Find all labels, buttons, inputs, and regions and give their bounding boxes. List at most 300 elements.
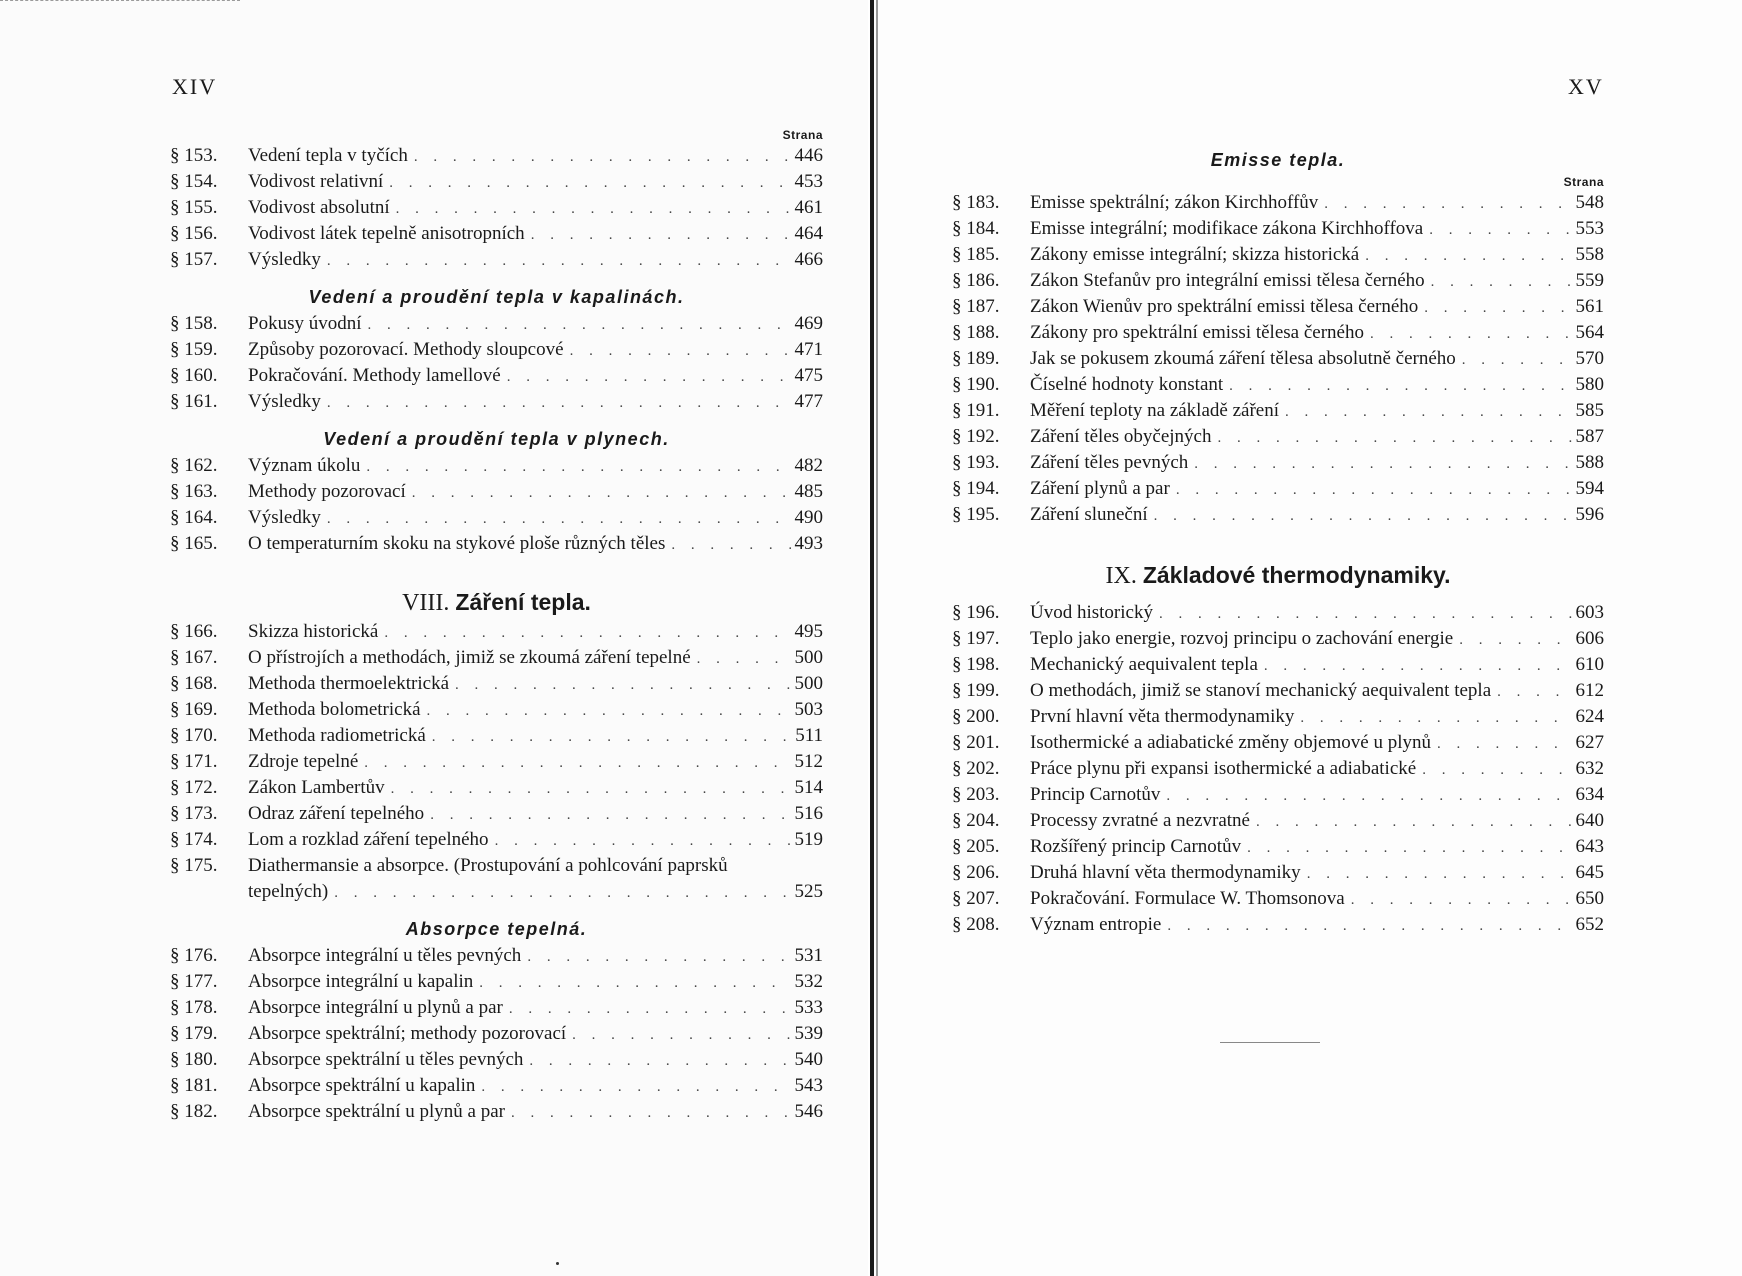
section-number: § 183. — [952, 192, 1000, 213]
section-title: Absorpce integrální u plynů a par — [248, 997, 503, 1018]
page-ref: 461 — [794, 197, 823, 218]
page-ref: 650 — [1575, 888, 1604, 909]
section-number: § 173. — [170, 803, 218, 824]
scan-edge-line — [0, 0, 240, 2]
toc-entry — [952, 912, 1604, 938]
section-title: Pokračování. Formulace W. Thomsonova — [1030, 888, 1345, 909]
section-subheading: Absorpce tepelná. — [405, 919, 588, 939]
section-number: § 199. — [952, 680, 1000, 701]
leader-dots — [1497, 679, 1571, 705]
leader-dots — [430, 802, 790, 828]
right-page — [880, 0, 1742, 1276]
page-ref: 493 — [794, 533, 823, 554]
section-number: § 185. — [952, 244, 1000, 265]
chapter-heading — [952, 558, 1604, 592]
section-title: Vedení tepla v tyčích — [248, 145, 408, 166]
section-title: Úvod historický — [1030, 602, 1153, 623]
section-title: Methoda bolometrická — [248, 699, 421, 720]
page-ref: 514 — [794, 777, 823, 798]
page-ref: 596 — [1575, 504, 1604, 525]
section-title: O temperaturním skoku na stykové ploše různých těles — [248, 533, 666, 554]
section-number: § 178. — [170, 997, 218, 1018]
toc-entry — [170, 775, 823, 801]
toc-entry — [170, 169, 823, 195]
leader-dots — [1229, 373, 1571, 399]
section-number: § 161. — [170, 391, 218, 412]
leader-dots — [334, 880, 790, 906]
toc-entry — [170, 749, 823, 775]
leader-dots — [389, 170, 790, 196]
toc-entry — [170, 1021, 823, 1047]
section-number: § 208. — [952, 914, 1000, 935]
toc-entry — [952, 730, 1604, 756]
section-title: Pokusy úvodní — [248, 313, 362, 334]
section-number: § 159. — [170, 339, 218, 360]
page-ref: 466 — [794, 249, 823, 270]
section-title: Pokračování. Methody lamellové — [248, 365, 501, 386]
page-ref: 564 — [1575, 322, 1604, 343]
page-ref: 632 — [1575, 758, 1604, 779]
chapter-title: Záření tepla. — [455, 589, 591, 615]
section-title: Záření plynů a par — [1030, 478, 1170, 499]
page-ref: 580 — [1575, 374, 1604, 395]
section-number: § 158. — [170, 313, 218, 334]
page-ref: 546 — [794, 1101, 823, 1122]
page-ref: 612 — [1575, 680, 1604, 701]
leader-dots — [366, 454, 790, 480]
page-ref: 453 — [794, 171, 823, 192]
toc-entry — [170, 195, 823, 221]
toc-group — [170, 619, 823, 853]
section-number: § 164. — [170, 507, 218, 528]
leader-dots — [327, 506, 791, 532]
page-ref: 539 — [794, 1023, 823, 1044]
section-title: Zákony pro spektrální emissi tělesa černého — [1030, 322, 1364, 343]
toc-group — [952, 190, 1604, 528]
toc-group — [170, 453, 823, 557]
toc-entry — [170, 943, 823, 969]
section-title: Vodivost absolutní — [248, 197, 390, 218]
toc-entry — [170, 827, 823, 853]
section-number: § 181. — [170, 1075, 218, 1096]
section-number: § 155. — [170, 197, 218, 218]
page-ref: 585 — [1575, 400, 1604, 421]
section-subheading: Vedení a proudění tepla v plynech. — [323, 429, 670, 449]
leader-dots — [364, 750, 790, 776]
section-title: Princip Carnotův — [1030, 784, 1161, 805]
page-ref: 469 — [794, 313, 823, 334]
toc-entry — [952, 294, 1604, 320]
section-number: § 179. — [170, 1023, 218, 1044]
toc-entry — [170, 363, 823, 389]
leader-dots — [455, 672, 790, 698]
page-ref: 594 — [1575, 478, 1604, 499]
section-number: § 175. — [170, 855, 218, 876]
section-number: § 168. — [170, 673, 218, 694]
section-title: Zákon Wienův pro spektrální emissi tělesa černého — [1030, 296, 1419, 317]
section-title: Práce plynu při expansi isothermické a adiabatické — [1030, 758, 1417, 779]
section-title: Vodivost relativní — [248, 171, 384, 192]
section-number: § 184. — [952, 218, 1000, 239]
page-ref: 645 — [1575, 862, 1604, 883]
section-number: § 157. — [170, 249, 218, 270]
section-number: § 201. — [952, 732, 1000, 753]
page-ref: 490 — [794, 507, 823, 528]
page-ref: 624 — [1575, 706, 1604, 727]
page-number: XIV — [172, 74, 218, 99]
toc-entry — [952, 346, 1604, 372]
toc-entry — [952, 476, 1604, 502]
page-ref: 525 — [794, 881, 823, 902]
section-title: Záření sluneční — [1030, 504, 1148, 525]
leader-dots — [391, 776, 791, 802]
leader-dots — [327, 390, 791, 416]
section-title: Methody pozorovací — [248, 481, 406, 502]
section-number: § 197. — [952, 628, 1000, 649]
page-ref: 446 — [794, 145, 823, 166]
section-title: Emisse spektrální; zákon Kirchhoffův — [1030, 192, 1319, 213]
leader-dots — [527, 944, 790, 970]
page-ref: 485 — [794, 481, 823, 502]
toc-entry — [170, 645, 823, 671]
section-number: § 193. — [952, 452, 1000, 473]
page-ref: 606 — [1575, 628, 1604, 649]
section-number: § 163. — [170, 481, 218, 502]
toc-entry — [170, 453, 823, 479]
toc-entry — [952, 652, 1604, 678]
toc-entry — [170, 221, 823, 247]
leader-dots — [1176, 477, 1572, 503]
page-ref: 643 — [1575, 836, 1604, 857]
section-title: Absorpce spektrální u kapalin — [248, 1075, 476, 1096]
toc-entry — [170, 995, 823, 1021]
leader-dots — [1422, 757, 1571, 783]
section-number: § 206. — [952, 862, 1000, 883]
section-title: O methodách, jimiž se stanoví mechanický aequivalent tepla — [1030, 680, 1492, 701]
toc-entry — [170, 143, 823, 169]
chapter-number: IX. — [1105, 563, 1137, 589]
section-title: Číselné hodnoty konstant — [1030, 374, 1224, 395]
section-title: Význam úkolu — [248, 455, 361, 476]
page-ref: 503 — [794, 699, 823, 720]
leader-dots — [1370, 321, 1572, 347]
section-title: Methoda thermoelektrická — [248, 673, 450, 694]
page-ref: 533 — [794, 997, 823, 1018]
left-page — [0, 0, 868, 1276]
page-ref: 543 — [794, 1075, 823, 1096]
toc-column — [952, 146, 1604, 938]
chapter-heading — [170, 585, 823, 619]
section-number: § 204. — [952, 810, 1000, 831]
section-number: § 190. — [952, 374, 1000, 395]
section-title: Absorpce spektrální u plynů a par — [248, 1101, 505, 1122]
leader-dots — [1431, 269, 1572, 295]
section-title: Absorpce spektrální u těles pevných — [248, 1049, 524, 1070]
end-rule — [1220, 1042, 1320, 1044]
page-ref: 558 — [1575, 244, 1604, 265]
section-title: První hlavní věta thermodynamiky — [1030, 706, 1295, 727]
section-title: Vodivost látek tepelně anisotropních — [248, 223, 525, 244]
toc-group — [170, 311, 823, 415]
section-title: Výsledky — [248, 507, 321, 528]
toc-entry — [170, 969, 823, 995]
page-ref: 548 — [1575, 192, 1604, 213]
section-number: § 153. — [170, 145, 218, 166]
section-number: § 192. — [952, 426, 1000, 447]
section-subheading: Emisse tepla. — [1210, 150, 1346, 170]
page-ref: 540 — [794, 1049, 823, 1070]
toc-entry — [170, 505, 823, 531]
toc-entry — [170, 311, 823, 337]
toc-entry — [170, 801, 823, 827]
toc-entry — [952, 626, 1604, 652]
leader-dots — [1324, 191, 1571, 217]
section-number: § 200. — [952, 706, 1000, 727]
section-title: Význam entropie — [1030, 914, 1162, 935]
leader-dots — [368, 312, 791, 338]
section-number: § 180. — [170, 1049, 218, 1070]
section-number: § 182. — [170, 1101, 218, 1122]
section-title: Diathermansie a absorpce. (Prostupování a pohlcování paprsků — [248, 855, 728, 876]
leader-dots — [1429, 217, 1571, 243]
section-number: § 205. — [952, 836, 1000, 857]
leader-dots — [1459, 627, 1571, 653]
leader-dots — [697, 646, 791, 672]
leader-dots — [1437, 731, 1572, 757]
section-title: Měření teploty na základě záření — [1030, 400, 1279, 421]
toc-entry — [952, 860, 1604, 886]
section-title: Rozšířený princip Carnotův — [1030, 836, 1242, 857]
section-number: § 165. — [170, 533, 218, 554]
section-number: § 156. — [170, 223, 218, 244]
page-ref: 482 — [794, 455, 823, 476]
section-title: Výsledky — [248, 391, 321, 412]
leader-dots — [1166, 783, 1571, 809]
section-title: Absorpce integrální u kapalin — [248, 971, 474, 992]
page-ref: 588 — [1575, 452, 1604, 473]
page-ref: 532 — [794, 971, 823, 992]
section-title: Záření těles pevných — [1030, 452, 1189, 473]
page-ref: 652 — [1575, 914, 1604, 935]
section-number: § 195. — [952, 504, 1000, 525]
toc-entry — [952, 450, 1604, 476]
toc-entry — [952, 372, 1604, 398]
chapter-title: Základové thermodynamiky. — [1142, 562, 1451, 588]
section-number: § 194. — [952, 478, 1000, 499]
page-ref: 531 — [794, 945, 823, 966]
leader-dots — [529, 1048, 790, 1074]
leader-dots — [396, 196, 791, 222]
page-ref: 500 — [794, 647, 823, 668]
page-ref: 640 — [1575, 810, 1604, 831]
section-title: Absorpce spektrální; methody pozorovací — [248, 1023, 567, 1044]
page-ref: 511 — [795, 725, 823, 746]
leader-dots — [511, 1100, 791, 1126]
leader-dots — [479, 970, 790, 996]
section-number: § 170. — [170, 725, 218, 746]
section-title-continued: tepelných) — [248, 881, 329, 902]
section-number: § 198. — [952, 654, 1000, 675]
toc-entry — [952, 424, 1604, 450]
toc-entry — [170, 1099, 823, 1125]
toc-entry — [952, 808, 1604, 834]
page-number: XV — [1568, 74, 1604, 99]
strana-label: Strana — [782, 128, 823, 142]
toc-entry — [952, 678, 1604, 704]
toc-entry — [952, 782, 1604, 808]
page-ref: 570 — [1575, 348, 1604, 369]
section-title: Skizza historická — [248, 621, 379, 642]
leader-dots — [509, 996, 791, 1022]
page-ref: 634 — [1575, 784, 1604, 805]
leader-dots — [1154, 503, 1572, 529]
leader-dots — [1462, 347, 1572, 373]
strana-label: Strana — [1563, 175, 1604, 189]
section-number: § 176. — [170, 945, 218, 966]
section-title: Lom a rozklad záření tepelného — [248, 829, 489, 850]
toc-entry — [952, 834, 1604, 860]
toc-entry — [170, 389, 823, 415]
toc-entry — [952, 756, 1604, 782]
toc-entry — [952, 398, 1604, 424]
section-title: Absorpce integrální u těles pevných — [248, 945, 522, 966]
toc-group — [170, 943, 823, 1125]
leader-dots — [572, 1022, 790, 1048]
section-number: § 174. — [170, 829, 218, 850]
section-number: § 167. — [170, 647, 218, 668]
toc-entry — [952, 704, 1604, 730]
section-title: Processy zvratné a nezvratné — [1030, 810, 1250, 831]
page-ref: 477 — [794, 391, 823, 412]
toc-entry — [170, 337, 823, 363]
leader-dots — [570, 338, 791, 364]
page-ref: 500 — [794, 673, 823, 694]
toc-entry — [170, 697, 823, 723]
leader-dots — [432, 724, 791, 750]
section-title: Zákony emisse integrální; skizza historická — [1030, 244, 1360, 265]
toc-entry — [952, 320, 1604, 346]
page-ref: 587 — [1575, 426, 1604, 447]
toc-entry — [170, 531, 823, 557]
toc-entry — [170, 1047, 823, 1073]
section-number: § 172. — [170, 777, 218, 798]
leader-dots — [1167, 913, 1571, 939]
section-title: Způsoby pozorovací. Methody sloupcové — [248, 339, 564, 360]
leader-dots — [531, 222, 791, 248]
toc-entry — [952, 886, 1604, 912]
leader-dots — [1194, 451, 1571, 477]
section-title: Teplo jako energie, rozvoj principu o zachování energie — [1030, 628, 1454, 649]
leader-dots — [495, 828, 791, 854]
leader-dots — [671, 532, 790, 558]
page-ref: 512 — [794, 751, 823, 772]
section-title: Zákon Stefanův pro integrální emissi tělesa černého — [1030, 270, 1425, 291]
toc-entry — [952, 268, 1604, 294]
section-title: Záření těles obyčejných — [1030, 426, 1212, 447]
page-ref: 603 — [1575, 602, 1604, 623]
toc-group — [952, 600, 1604, 938]
leader-dots — [1247, 835, 1571, 861]
toc-column — [170, 127, 823, 1125]
book-gutter — [868, 0, 880, 1276]
section-number: § 162. — [170, 455, 218, 476]
leader-dots — [507, 364, 791, 390]
section-number: § 186. — [952, 270, 1000, 291]
section-number: § 188. — [952, 322, 1000, 343]
toc-entry — [170, 247, 823, 273]
page-ref: 516 — [794, 803, 823, 824]
toc-entry — [170, 853, 823, 905]
section-number: § 160. — [170, 365, 218, 386]
section-number: § 196. — [952, 602, 1000, 623]
section-title: Mechanický aequivalent tepla — [1030, 654, 1258, 675]
leader-dots — [1351, 887, 1572, 913]
toc-entry — [952, 242, 1604, 268]
section-number: § 207. — [952, 888, 1000, 909]
section-number: § 189. — [952, 348, 1000, 369]
leader-dots — [412, 480, 791, 506]
page-ref: 475 — [794, 365, 823, 386]
section-number: § 171. — [170, 751, 218, 772]
section-title: Emisse integrální; modifikace zákona Kirchhoffova — [1030, 218, 1424, 239]
section-number: § 177. — [170, 971, 218, 992]
page-ref: 519 — [794, 829, 823, 850]
toc-entry — [952, 600, 1604, 626]
section-title: Výsledky — [248, 249, 321, 270]
toc-entry — [952, 190, 1604, 216]
page-ref: 610 — [1575, 654, 1604, 675]
page-ref: 559 — [1575, 270, 1604, 291]
toc-entry — [170, 479, 823, 505]
chapter-number: VIII. — [402, 590, 450, 616]
section-number: § 166. — [170, 621, 218, 642]
leader-dots — [327, 248, 791, 274]
leader-dots — [1264, 653, 1572, 679]
leader-dots — [1159, 601, 1572, 627]
section-title: Odraz záření tepelného — [248, 803, 425, 824]
leader-dots — [1307, 861, 1572, 887]
section-title: Methoda radiometrická — [248, 725, 426, 746]
section-number: § 169. — [170, 699, 218, 720]
leader-dots — [1424, 295, 1571, 321]
toc-entry — [170, 619, 823, 645]
section-title: Druhá hlavní věta thermodynamiky — [1030, 862, 1301, 883]
leader-dots — [384, 620, 790, 646]
toc-entry — [952, 502, 1604, 528]
page-ref: 471 — [794, 339, 823, 360]
section-number: § 187. — [952, 296, 1000, 317]
page-ref: 561 — [1575, 296, 1604, 317]
leader-dots — [1217, 425, 1571, 451]
section-number: § 202. — [952, 758, 1000, 779]
toc-entry — [170, 723, 823, 749]
section-title: Zdroje tepelné — [248, 751, 359, 772]
section-subheading: Vedení a proudění tepla v kapalinách. — [308, 287, 685, 307]
section-title: Jak se pokusem zkoumá záření tělesa absolutně černého — [1030, 348, 1456, 369]
section-title: Isothermické a adiabatické změny objemové u plynů — [1030, 732, 1431, 753]
leader-dots — [414, 144, 791, 170]
leader-dots — [481, 1074, 790, 1100]
page-ref: 627 — [1575, 732, 1604, 753]
leader-dots — [1256, 809, 1572, 835]
page-ref: 495 — [794, 621, 823, 642]
page-ref: 553 — [1575, 218, 1604, 239]
section-number: § 191. — [952, 400, 1000, 421]
toc-entry — [170, 1073, 823, 1099]
toc-entry — [170, 671, 823, 697]
section-number: § 154. — [170, 171, 218, 192]
page-ref: 464 — [794, 223, 823, 244]
